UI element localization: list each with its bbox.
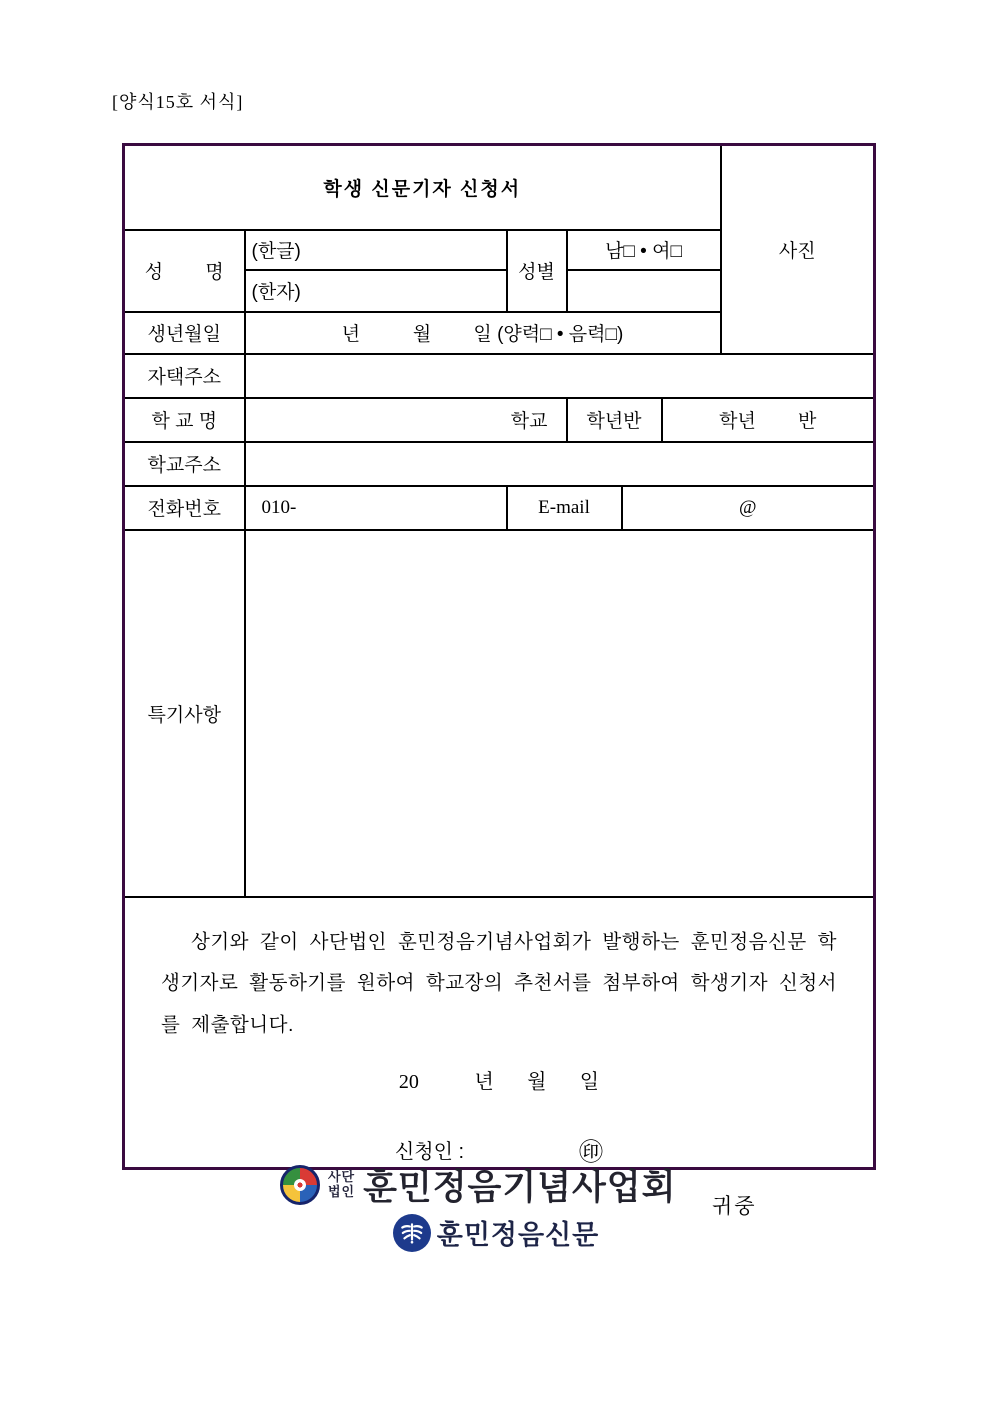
org-name: 훈민정음기념사업회 [363,1168,677,1207]
phone-field: 010- [245,486,507,530]
organization-logo-line [280,1160,676,1210]
birthdate-label: 생년월일 [124,312,245,354]
table-row [124,442,875,486]
org-badge-line2: 법인 [328,1184,356,1199]
org-emblem-icon [280,1165,320,1205]
home-address-label: 자택주소 [124,354,245,398]
form-title: 학생 신문기자 신청서 [124,145,721,230]
school-name-field: 학교 [245,398,567,442]
name-hangul-field: (한글) [245,230,507,270]
notes-field [245,530,875,897]
date-units [419,1071,475,1093]
school-address-field [245,442,875,486]
photo-box: 사진 [721,145,875,354]
seal-mark-icon: ㊞ [579,1139,604,1167]
newspaper-logo-icon [393,1214,431,1252]
newspaper-name: 훈민정음신문 [436,1220,600,1250]
org-badge [328,1170,355,1200]
form-number-label: [양식15호 서식] [112,92,244,112]
table-row [124,398,875,442]
gender-options: 남□ • 여□ [567,230,721,270]
date-year-prefix: 20 [398,1071,419,1094]
grade-class-field: 학년 반 [662,398,875,442]
statement-cell [124,897,875,1169]
name-hanja-field: (한자) [245,270,507,312]
application-form-table [122,143,876,1170]
phone-label: 전화번호 [124,486,245,530]
table-row [124,530,875,897]
date-unit-labels: 년 월 일 [474,1071,600,1094]
home-address-field [245,354,875,398]
statement-body: 상기와 같이 사단법인 훈민정음기념사업회가 발행하는 훈민정음신문 학생기자로 활동하기를 원하여 학교장의 추천서를 첨부하여 학생기자 신청서를 제출합니다. [161,930,837,1037]
birthdate-field: 년 월 일 (양력□ • 음력□) [245,312,721,354]
name-label: 성 명 [124,230,245,312]
table-row [124,897,875,1169]
table-row [124,486,875,530]
table-row [124,145,875,230]
grade-class-label: 학년반 [567,398,662,442]
org-badge-line1: 사단 [328,1169,356,1185]
table-row [124,354,875,398]
newspaper-logo-line [0,1213,992,1252]
email-field: @ [622,486,875,530]
school-name-label: 학 교 명 [124,398,245,442]
notes-label: 특기사항 [124,530,245,897]
statement-date-line [131,1065,867,1094]
school-address-label: 학교주소 [124,442,245,486]
recipient-label: 귀중 [712,1195,757,1218]
email-label: E-mail [507,486,622,530]
gender-label: 성별 [507,230,567,312]
applicant-label: 신청인 : [394,1141,465,1164]
